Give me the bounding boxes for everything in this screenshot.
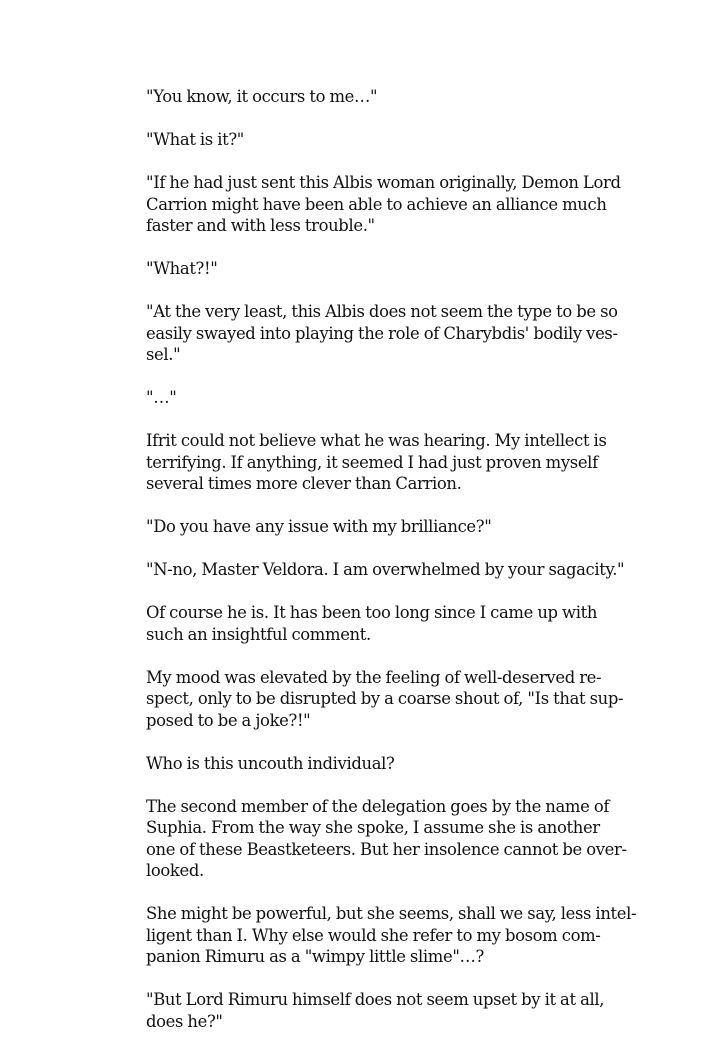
- text-line: such an insightful comment.: [146, 624, 371, 644]
- paragraph: [146, 516, 586, 538]
- text-line: My mood was elevated by the feeling of well-deserved re-: [146, 667, 602, 687]
- text-line: "You know, it occurs to me…": [146, 87, 378, 106]
- text-line: "Do you have any issue with my brilliance?": [146, 517, 492, 536]
- text-line: "…": [146, 388, 177, 407]
- text-line: one of these Beastketeers. But her insolence cannot be over-: [146, 839, 627, 859]
- paragraph: [146, 258, 586, 280]
- text-line: Carrion might have been able to achieve an alliance much: [146, 194, 607, 214]
- text-line: "At the very least, this Albis does not seem the type to be so: [146, 302, 618, 321]
- body-text: [146, 86, 637, 1054]
- paragraph: [146, 903, 637, 968]
- text-line: looked.: [146, 861, 204, 880]
- text-line: "What is it?": [146, 130, 244, 149]
- text-line: posed to be a joke?!": [146, 710, 311, 730]
- paragraph: [146, 86, 586, 108]
- text-line: "N-no, Master Veldora. I am overwhelmed by your sagacity.": [146, 560, 625, 579]
- text-line: easily swayed into playing the role of Charybdis' bodily ves-: [146, 323, 618, 343]
- paragraph: [146, 387, 586, 409]
- paragraph: [146, 796, 627, 882]
- paragraph: [146, 301, 618, 366]
- paragraph: [146, 989, 605, 1032]
- text-line: Ifrit could not believe what he was hearing. My intellect is: [146, 431, 607, 450]
- text-line: several times more clever than Carrion.: [146, 474, 462, 493]
- paragraph: [146, 559, 625, 581]
- text-line: The second member of the delegation goes by the name of: [146, 796, 610, 816]
- text-line: panion Rimuru as a "wimpy little slime"…?: [146, 947, 484, 966]
- text-line: Of course he is. It has been too long since I came up with: [146, 603, 598, 622]
- text-line: spect, only to be disrupted by a coarse shout of, "Is that sup-: [146, 689, 624, 708]
- text-line: ligent than I. Why else would she refer to my bosom com-: [146, 925, 601, 945]
- text-line: "What?!": [146, 259, 218, 278]
- paragraph: [146, 129, 586, 151]
- text-line: She might be powerful, but she seems, shall we say, less intel-: [146, 904, 637, 923]
- text-line: "But Lord Rimuru himself does not seem upset by it at all,: [146, 990, 605, 1009]
- text-line: terrifying. If anything, it seemed I had just proven myself: [146, 452, 598, 472]
- text-line: "If he had just sent this Albis woman originally, Demon Lord: [146, 173, 621, 192]
- text-line: Who is this uncouth individual?: [146, 753, 395, 773]
- text-line: faster and with less trouble.": [146, 216, 375, 235]
- paragraph: [146, 172, 621, 237]
- text-line: Suphia. From the way she spoke, I assume she is another: [146, 818, 600, 837]
- text-line: sel.": [146, 345, 181, 364]
- paragraph: [146, 753, 586, 775]
- text-line: does he?": [146, 1011, 223, 1031]
- paragraph: [146, 667, 624, 732]
- paragraph: [146, 430, 607, 495]
- paragraph: [146, 602, 598, 645]
